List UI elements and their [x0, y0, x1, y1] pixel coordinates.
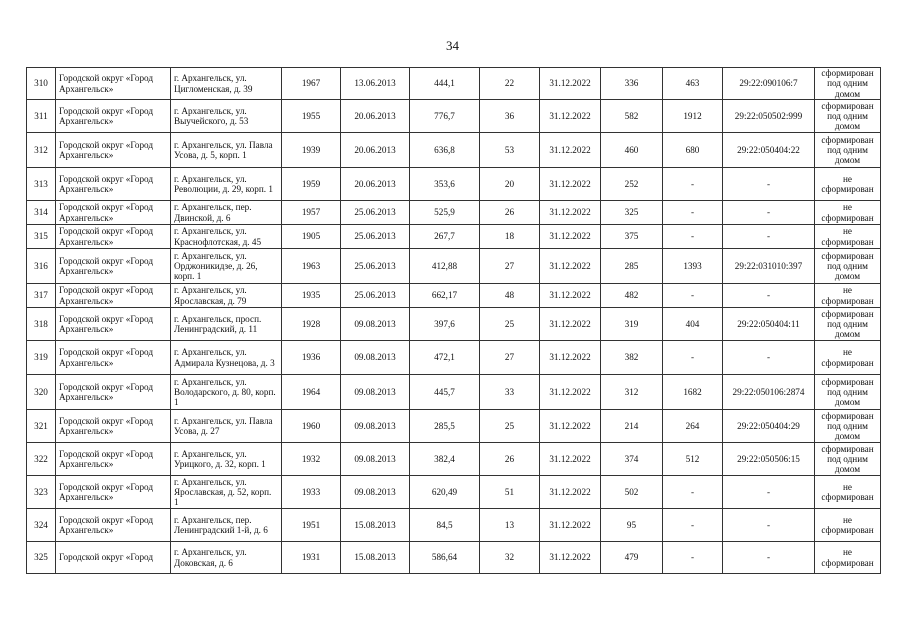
planned-date-cell: 31.12.2022	[540, 68, 601, 100]
quantity-cell: 312	[601, 375, 663, 410]
row-number: 317	[27, 284, 56, 308]
cadastral-number-cell: 29:22:050404:29	[723, 410, 815, 443]
table-row	[27, 68, 881, 100]
land-area-cell: -	[663, 542, 723, 574]
address-cell: г. Архангельск, ул. Орджоникидзе, д. 26, корп. 1	[171, 249, 282, 284]
cadastral-number-cell: -	[723, 284, 815, 308]
land-status-cell: сформирован под одним домом	[815, 443, 881, 476]
land-status-cell: сформирован под одним домом	[815, 100, 881, 133]
row-number: 318	[27, 308, 56, 341]
land-area-cell: 1682	[663, 375, 723, 410]
year-built-cell: 1955	[282, 100, 341, 133]
area-cell: 267,7	[410, 225, 480, 249]
address-cell: г. Архангельск, ул. Володарского, д. 80, корп. 1	[171, 375, 282, 410]
residents-cell: 51	[480, 476, 540, 509]
quantity-cell: 502	[601, 476, 663, 509]
cadastral-number-cell: -	[723, 341, 815, 375]
land-area-cell: -	[663, 168, 723, 201]
planned-date-cell: 31.12.2022	[540, 341, 601, 375]
area-cell: 412,88	[410, 249, 480, 284]
owner-cell: Городской округ «Город Архангельск»	[56, 341, 171, 375]
land-status-cell: сформирован под одним домом	[815, 410, 881, 443]
row-number: 315	[27, 225, 56, 249]
table-row	[27, 249, 881, 284]
recognition-date-cell: 09.08.2013	[341, 341, 410, 375]
row-number: 314	[27, 201, 56, 225]
land-area-cell: -	[663, 284, 723, 308]
land-area-cell: 463	[663, 68, 723, 100]
quantity-cell: 382	[601, 341, 663, 375]
land-area-cell: -	[663, 509, 723, 542]
owner-cell: Городской округ «Город Архангельск»	[56, 249, 171, 284]
planned-date-cell: 31.12.2022	[540, 443, 601, 476]
recognition-date-cell: 09.08.2013	[341, 476, 410, 509]
area-cell: 586,64	[410, 542, 480, 574]
address-cell: г. Архангельск, ул. Ярославская, д. 52, корп. 1	[171, 476, 282, 509]
land-status-cell: не сформирован	[815, 542, 881, 574]
row-number: 324	[27, 509, 56, 542]
cadastral-number-cell: 29:22:050506:15	[723, 443, 815, 476]
land-status-cell: не сформирован	[815, 284, 881, 308]
year-built-cell: 1928	[282, 308, 341, 341]
area-cell: 776,7	[410, 100, 480, 133]
quantity-cell: 479	[601, 542, 663, 574]
owner-cell: Городской округ «Город Архангельск»	[56, 443, 171, 476]
cadastral-number-cell: -	[723, 476, 815, 509]
recognition-date-cell: 15.08.2013	[341, 542, 410, 574]
planned-date-cell: 31.12.2022	[540, 542, 601, 574]
land-status-cell: не сформирован	[815, 341, 881, 375]
area-cell: 472,1	[410, 341, 480, 375]
quantity-cell: 374	[601, 443, 663, 476]
recognition-date-cell: 20.06.2013	[341, 133, 410, 168]
land-status-cell: не сформирован	[815, 476, 881, 509]
address-cell: г. Архангельск, ул. Павла Усова, д. 27	[171, 410, 282, 443]
area-cell: 382,4	[410, 443, 480, 476]
address-cell: г. Архангельск, ул. Доковская, д. 6	[171, 542, 282, 574]
recognition-date-cell: 25.06.2013	[341, 249, 410, 284]
cadastral-number-cell: -	[723, 201, 815, 225]
address-cell: г. Архангельск, ул. Цигломенская, д. 39	[171, 68, 282, 100]
residents-cell: 25	[480, 308, 540, 341]
table-row	[27, 201, 881, 225]
year-built-cell: 1963	[282, 249, 341, 284]
recognition-date-cell: 09.08.2013	[341, 375, 410, 410]
table-row	[27, 100, 881, 133]
residents-cell: 18	[480, 225, 540, 249]
year-built-cell: 1964	[282, 375, 341, 410]
address-cell: г. Архангельск, ул. Адмирала Кузнецова, д. 3	[171, 341, 282, 375]
quantity-cell: 319	[601, 308, 663, 341]
land-status-cell: сформирован под одним домом	[815, 133, 881, 168]
address-cell: г. Архангельск, просп. Ленинградский, д. 11	[171, 308, 282, 341]
row-number: 313	[27, 168, 56, 201]
owner-cell: Городской округ «Город Архангельск»	[56, 308, 171, 341]
recognition-date-cell: 09.08.2013	[341, 410, 410, 443]
table-row	[27, 542, 881, 574]
residents-cell: 32	[480, 542, 540, 574]
residents-cell: 27	[480, 249, 540, 284]
land-status-cell: сформирован под одним домом	[815, 375, 881, 410]
area-cell: 285,5	[410, 410, 480, 443]
planned-date-cell: 31.12.2022	[540, 375, 601, 410]
table-row	[27, 284, 881, 308]
cadastral-number-cell: 29:22:050404:22	[723, 133, 815, 168]
residents-cell: 26	[480, 443, 540, 476]
land-area-cell: 404	[663, 308, 723, 341]
land-status-cell: не сформирован	[815, 225, 881, 249]
owner-cell: Городской округ «Город Архангельск»	[56, 476, 171, 509]
owner-cell: Городской округ «Город Архангельск»	[56, 225, 171, 249]
planned-date-cell: 31.12.2022	[540, 100, 601, 133]
residents-cell: 20	[480, 168, 540, 201]
recognition-date-cell: 13.06.2013	[341, 68, 410, 100]
recognition-date-cell: 25.06.2013	[341, 201, 410, 225]
row-number: 319	[27, 341, 56, 375]
table-row	[27, 341, 881, 375]
year-built-cell: 1957	[282, 201, 341, 225]
residents-cell: 25	[480, 410, 540, 443]
land-status-cell: не сформирован	[815, 509, 881, 542]
quantity-cell: 482	[601, 284, 663, 308]
year-built-cell: 1960	[282, 410, 341, 443]
housing-register-table	[26, 67, 881, 574]
address-cell: г. Архангельск, ул. Краснофлотская, д. 45	[171, 225, 282, 249]
row-number: 321	[27, 410, 56, 443]
recognition-date-cell: 15.08.2013	[341, 509, 410, 542]
owner-cell: Городской округ «Город Архангельск»	[56, 509, 171, 542]
table-row	[27, 443, 881, 476]
land-status-cell: сформирован под одним домом	[815, 308, 881, 341]
planned-date-cell: 31.12.2022	[540, 410, 601, 443]
land-area-cell: -	[663, 476, 723, 509]
planned-date-cell: 31.12.2022	[540, 284, 601, 308]
land-area-cell: 264	[663, 410, 723, 443]
land-status-cell: сформирован под одним домом	[815, 249, 881, 284]
recognition-date-cell: 20.06.2013	[341, 100, 410, 133]
row-number: 322	[27, 443, 56, 476]
row-number: 323	[27, 476, 56, 509]
cadastral-number-cell: 29:22:090106:7	[723, 68, 815, 100]
land-status-cell: сформирован под одним домом	[815, 68, 881, 100]
planned-date-cell: 31.12.2022	[540, 133, 601, 168]
year-built-cell: 1959	[282, 168, 341, 201]
residents-cell: 53	[480, 133, 540, 168]
address-cell: г. Архангельск, пер. Ленинградский 1-й, д. 6	[171, 509, 282, 542]
year-built-cell: 1931	[282, 542, 341, 574]
recognition-date-cell: 20.06.2013	[341, 168, 410, 201]
planned-date-cell: 31.12.2022	[540, 168, 601, 201]
row-number: 320	[27, 375, 56, 410]
planned-date-cell: 31.12.2022	[540, 225, 601, 249]
owner-cell: Городской округ «Город Архангельск»	[56, 133, 171, 168]
owner-cell: Городской округ «Город Архангельск»	[56, 284, 171, 308]
land-status-cell: не сформирован	[815, 201, 881, 225]
land-area-cell: 512	[663, 443, 723, 476]
planned-date-cell: 31.12.2022	[540, 509, 601, 542]
address-cell: г. Архангельск, ул. Революции, д. 29, корп. 1	[171, 168, 282, 201]
row-number: 310	[27, 68, 56, 100]
cadastral-number-cell: -	[723, 225, 815, 249]
quantity-cell: 375	[601, 225, 663, 249]
year-built-cell: 1935	[282, 284, 341, 308]
area-cell: 525,9	[410, 201, 480, 225]
quantity-cell: 252	[601, 168, 663, 201]
owner-cell: Городской округ «Город Архангельск»	[56, 68, 171, 100]
area-cell: 84,5	[410, 509, 480, 542]
owner-cell: Городской округ «Город Архангельск»	[56, 168, 171, 201]
land-area-cell: -	[663, 201, 723, 225]
year-built-cell: 1933	[282, 476, 341, 509]
owner-cell: Городской округ «Город Архангельск»	[56, 201, 171, 225]
land-area-cell: 1912	[663, 100, 723, 133]
recognition-date-cell: 09.08.2013	[341, 308, 410, 341]
row-number: 316	[27, 249, 56, 284]
planned-date-cell: 31.12.2022	[540, 249, 601, 284]
cadastral-number-cell: -	[723, 509, 815, 542]
quantity-cell: 325	[601, 201, 663, 225]
quantity-cell: 336	[601, 68, 663, 100]
quantity-cell: 582	[601, 100, 663, 133]
table-row	[27, 375, 881, 410]
land-area-cell: -	[663, 341, 723, 375]
address-cell: г. Архангельск, ул. Ярославская, д. 79	[171, 284, 282, 308]
recognition-date-cell: 09.08.2013	[341, 443, 410, 476]
area-cell: 444,1	[410, 68, 480, 100]
year-built-cell: 1939	[282, 133, 341, 168]
table-row	[27, 308, 881, 341]
cadastral-number-cell: 29:22:050106:2874	[723, 375, 815, 410]
address-cell: г. Архангельск, пер. Двинской, д. 6	[171, 201, 282, 225]
cadastral-number-cell: 29:22:031010:397	[723, 249, 815, 284]
residents-cell: 36	[480, 100, 540, 133]
residents-cell: 33	[480, 375, 540, 410]
recognition-date-cell: 25.06.2013	[341, 225, 410, 249]
year-built-cell: 1905	[282, 225, 341, 249]
area-cell: 397,6	[410, 308, 480, 341]
row-number: 312	[27, 133, 56, 168]
area-cell: 353,6	[410, 168, 480, 201]
table-row	[27, 509, 881, 542]
owner-cell: Городской округ «Город Архангельск»	[56, 375, 171, 410]
address-cell: г. Архангельск, ул. Павла Усова, д. 5, корп. 1	[171, 133, 282, 168]
table-body	[27, 68, 881, 574]
residents-cell: 26	[480, 201, 540, 225]
planned-date-cell: 31.12.2022	[540, 201, 601, 225]
quantity-cell: 214	[601, 410, 663, 443]
year-built-cell: 1936	[282, 341, 341, 375]
table-row	[27, 476, 881, 509]
table-row	[27, 410, 881, 443]
recognition-date-cell: 25.06.2013	[341, 284, 410, 308]
address-cell: г. Архангельск, ул. Выучейского, д. 53	[171, 100, 282, 133]
page-number: 34	[446, 38, 459, 53]
owner-cell: Городской округ «Город Архангельск»	[56, 100, 171, 133]
residents-cell: 22	[480, 68, 540, 100]
year-built-cell: 1932	[282, 443, 341, 476]
owner-cell: Городской округ «Город	[56, 542, 171, 574]
cadastral-number-cell: 29:22:050404:11	[723, 308, 815, 341]
quantity-cell: 285	[601, 249, 663, 284]
area-cell: 662,17	[410, 284, 480, 308]
land-status-cell: не сформирован	[815, 168, 881, 201]
table-row	[27, 168, 881, 201]
residents-cell: 48	[480, 284, 540, 308]
table-row	[27, 133, 881, 168]
cadastral-number-cell: -	[723, 542, 815, 574]
year-built-cell: 1967	[282, 68, 341, 100]
planned-date-cell: 31.12.2022	[540, 308, 601, 341]
table-row	[27, 225, 881, 249]
address-cell: г. Архангельск, ул. Урицкого, д. 32, корп. 1	[171, 443, 282, 476]
land-area-cell: -	[663, 225, 723, 249]
owner-cell: Городской округ «Город Архангельск»	[56, 410, 171, 443]
quantity-cell: 460	[601, 133, 663, 168]
area-cell: 620,49	[410, 476, 480, 509]
cadastral-number-cell: 29:22:050502:999	[723, 100, 815, 133]
residents-cell: 13	[480, 509, 540, 542]
land-area-cell: 1393	[663, 249, 723, 284]
planned-date-cell: 31.12.2022	[540, 476, 601, 509]
cadastral-number-cell: -	[723, 168, 815, 201]
area-cell: 636,8	[410, 133, 480, 168]
area-cell: 445,7	[410, 375, 480, 410]
residents-cell: 27	[480, 341, 540, 375]
row-number: 311	[27, 100, 56, 133]
year-built-cell: 1951	[282, 509, 341, 542]
row-number: 325	[27, 542, 56, 574]
land-area-cell: 680	[663, 133, 723, 168]
quantity-cell: 95	[601, 509, 663, 542]
